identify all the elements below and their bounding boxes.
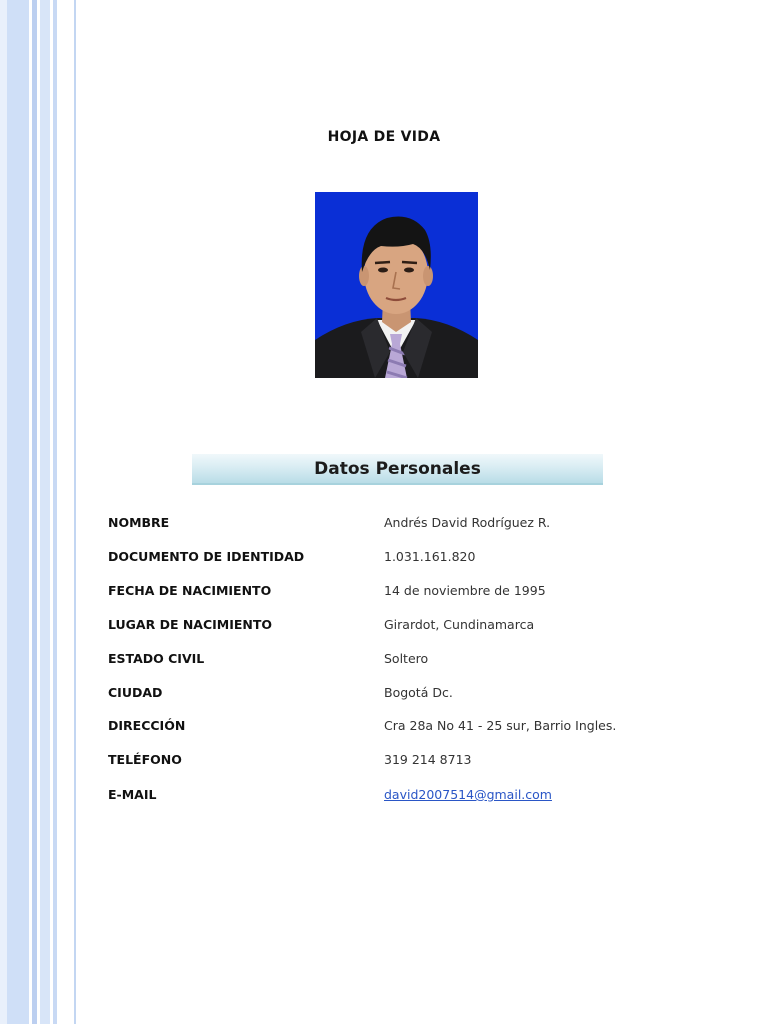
field-row-email	[108, 787, 728, 807]
field-value: 319 214 8713	[384, 752, 472, 767]
field-label: FECHA DE NACIMIENTO	[108, 583, 272, 598]
field-row-telefono	[108, 752, 728, 772]
field-row-lugar-nacimiento	[108, 617, 728, 637]
field-row-estado-civil	[108, 651, 728, 671]
field-label: CIUDAD	[108, 685, 163, 700]
field-row-documento	[108, 549, 728, 569]
field-row-fecha-nacimiento	[108, 583, 728, 603]
field-row-direccion	[108, 718, 728, 738]
field-value: Girardot, Cundinamarca	[384, 617, 535, 632]
section-heading-personal-data: Datos Personales	[192, 454, 603, 485]
document-title: HOJA DE VIDA	[327, 129, 441, 145]
email-link[interactable]: david2007514@gmail.com	[384, 787, 552, 802]
field-label: ESTADO CIVIL	[108, 651, 205, 666]
profile-photo	[315, 192, 478, 378]
field-label: E-MAIL	[108, 787, 157, 802]
field-value: 14 de noviembre de 1995	[384, 583, 546, 598]
field-label: NOMBRE	[108, 515, 170, 530]
field-value: 1.031.161.820	[384, 549, 476, 564]
field-label: LUGAR DE NACIMIENTO	[108, 617, 273, 632]
field-row-nombre	[108, 515, 728, 535]
field-row-ciudad	[108, 685, 728, 705]
field-label: DIRECCIÓN	[108, 718, 186, 733]
field-label: DOCUMENTO DE IDENTIDAD	[108, 549, 305, 564]
field-value: Cra 28a No 41 - 25 sur, Barrio Ingles.	[384, 718, 617, 733]
field-value: Bogotá Dc.	[384, 685, 453, 700]
decorative-left-border	[0, 0, 80, 1024]
field-value: Soltero	[384, 651, 429, 666]
field-value: Andrés David Rodríguez R.	[384, 515, 551, 530]
field-label: TELÉFONO	[108, 752, 182, 767]
